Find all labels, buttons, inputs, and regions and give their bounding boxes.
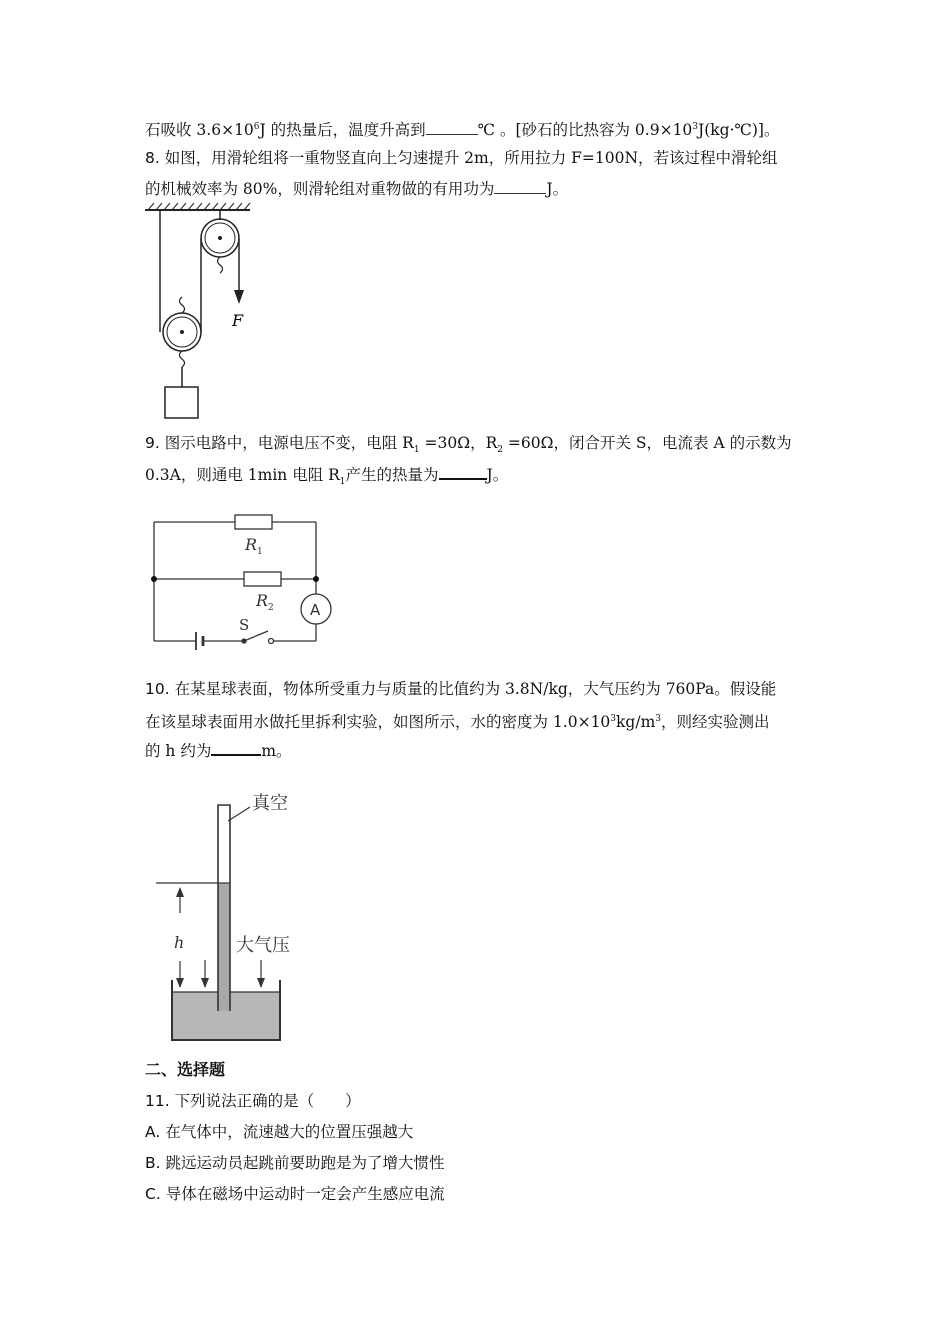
ceiling-hatch	[148, 203, 250, 210]
q8-line-2: 的机械效率为 80%，则滑轮组对重物做的有用功为 J。	[145, 180, 569, 198]
switch-label: S	[239, 616, 250, 634]
q7-answer-blank[interactable]	[426, 120, 478, 135]
pressure-label: 大气压	[236, 935, 290, 956]
fixed-pulley-hook	[218, 257, 223, 273]
vacuum-label: 真空	[252, 793, 288, 814]
torricelli-figure	[150, 785, 320, 1045]
q11-option-c[interactable]: C. 导体在磁场中运动时一定会产生感应电流	[145, 1185, 445, 1203]
resistor-r2	[244, 572, 281, 586]
q8-line-1: 8. 如图，用滑轮组将一重物竖直向上匀速提升 2m，所用拉力 F=100N，若该过程中滑轮组	[145, 149, 778, 167]
resistor-r1	[235, 515, 272, 529]
height-label: h	[174, 933, 185, 952]
tube-liquid	[218, 883, 230, 1011]
q10-line-2: 在该星球表面用水做托里拆利实验，如图所示，水的密度为 $1.0\times 10^3kg/m^3$，则经实验测出	[145, 713, 770, 732]
q9-line-1: 9. 图示电路中，电源电压不变，电阻 $R_1 =30\Omega$，$R_2 =60\Omega$，闭合开关 S，电流表 A 的示数为	[145, 434, 792, 456]
q10-line-3: 的 h 约为 m。	[145, 742, 292, 760]
q11-option-a[interactable]: A. 在气体中，流速越大的位置压强越大	[145, 1123, 414, 1141]
q11-option-b[interactable]: B. 跳远运动员起跳前要助跑是为了增大惯性	[145, 1154, 445, 1172]
q10-answer-blank[interactable]	[211, 740, 261, 756]
circuit-figure	[148, 508, 338, 653]
force-arrow	[234, 290, 244, 304]
weight-block	[165, 387, 198, 418]
force-label: F	[232, 311, 244, 330]
q10-line-1: 10. 在某星球表面，物体所受重力与质量的比值约为 3.8N/kg，大气压约为 760Pa。假设能	[145, 680, 777, 698]
section-title: 二、选择题	[145, 1060, 226, 1079]
r1-label: $R_1$	[245, 535, 263, 557]
q11-stem: 11. 下列说法正确的是（ ）	[145, 1092, 361, 1110]
r2-label: $R_2$	[256, 591, 274, 613]
junction-right	[313, 576, 319, 582]
pulley-figure	[140, 200, 270, 425]
q8-answer-blank[interactable]	[494, 179, 546, 194]
q9-answer-blank[interactable]	[439, 464, 487, 480]
ammeter-label: A	[310, 601, 321, 619]
junction-left	[151, 576, 157, 582]
q7-line: 石吸收 $3.6\times 10^6J$ 的热量后，温度升高到 ℃ 。[砂石的比热容为 $0.9\times 10^3J(kg\cdot℃)$]。	[145, 121, 780, 140]
q9-line-2: 0.3A，则通电 1min 电阻 $R_1$产生的热量为 J。	[145, 466, 509, 488]
